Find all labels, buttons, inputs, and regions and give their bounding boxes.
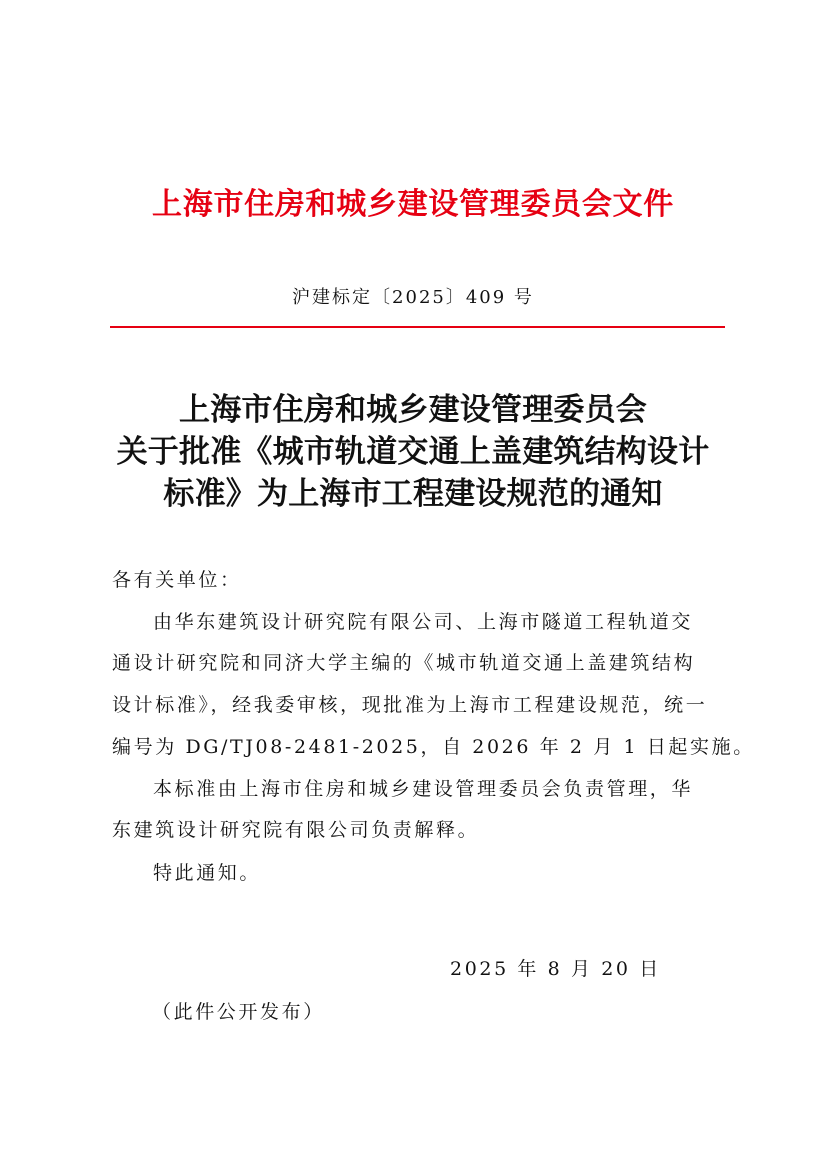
- paragraph-2-line-2: 东建筑设计研究院有限公司负责解释。: [112, 819, 480, 841]
- notice-title-line-3: 标准》为上海市工程建设规范的通知: [163, 476, 663, 512]
- paragraph-1-line-1: 由华东建筑设计研究院有限公司、上海市隧道工程轨道交: [153, 611, 694, 633]
- org-header-title: 上海市住房和城乡建设管理委员会文件: [152, 187, 674, 222]
- salutation: 各有关单位：: [112, 569, 242, 591]
- paragraph-1-line-3: 设计标准》，经我委审核，现批准为上海市工程建设规范，统一: [112, 694, 708, 716]
- red-separator-line: [110, 326, 725, 328]
- issue-date: 2025 年 8 月 20 日: [450, 958, 661, 980]
- paragraph-1-line-4: 编号为 DG/TJ08-2481-2025，自 2026 年 2 月 1 日起实施。: [112, 736, 755, 758]
- paragraph-2-line-1: 本标准由上海市住房和城乡建设管理委员会负责管理，华: [153, 778, 694, 800]
- paragraph-3-line-1: 特此通知。: [153, 862, 262, 884]
- notice-title-line-1: 上海市住房和城乡建设管理委员会: [179, 392, 647, 428]
- notice-title-line-2: 关于批准《城市轨道交通上盖建筑结构设计: [116, 434, 710, 470]
- publication-note: （此件公开发布）: [152, 1001, 325, 1023]
- document-number: 沪建标定〔2025〕409 号: [292, 287, 534, 308]
- paragraph-1-line-2: 通设计研究院和同济大学主编的《城市轨道交通上盖建筑结构: [112, 652, 696, 674]
